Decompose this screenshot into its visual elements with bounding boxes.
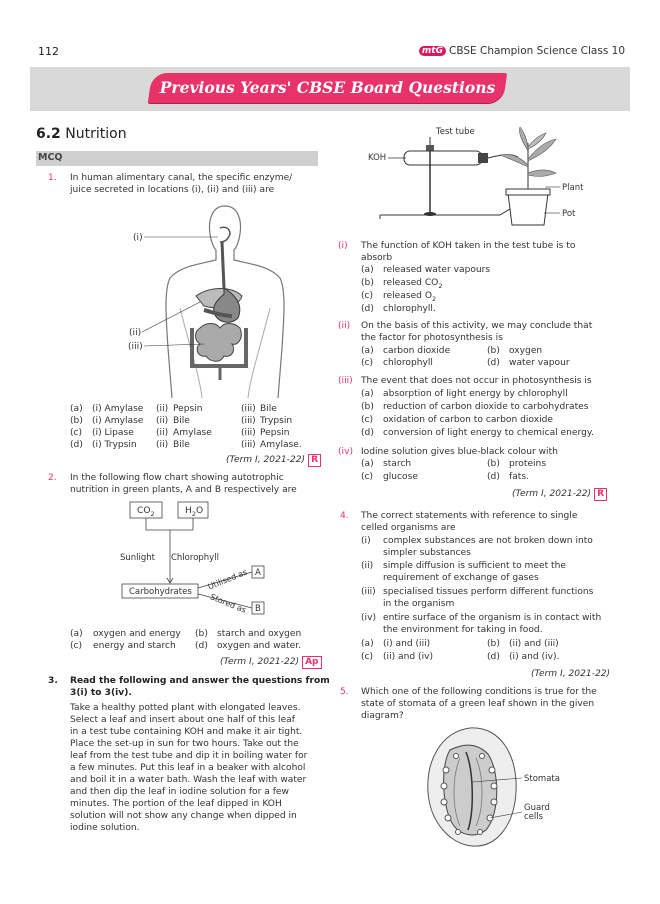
q3ii-opt-a: carbon dioxide xyxy=(383,346,451,356)
q4-s1-num: (i) xyxy=(361,536,371,546)
q3i-opt-c-text: released O xyxy=(383,291,432,301)
q3iv-opt-d: fats. xyxy=(509,472,529,482)
q3iv-opt-c-label: (c) xyxy=(361,472,374,482)
q2-term xyxy=(220,656,322,669)
q4-opt-d-label: (d) xyxy=(487,652,500,662)
q3iii-opt-c: oxidation of carbon to carbon dioxide xyxy=(383,415,553,425)
q4-opt-c-label: (c) xyxy=(361,652,374,662)
q1-row-c-iii-mark: (iii) xyxy=(241,428,256,438)
flow-carbohydrates: Carbohydrates xyxy=(129,587,192,597)
q2-line2: nutrition in green plants, A and B respectively are xyxy=(70,485,297,495)
q4-term: (Term I, 2021-22) xyxy=(531,669,611,679)
q1-row-b-ii-mark: (ii) xyxy=(156,416,169,426)
q1-line1: In human alimentary canal, the specific enzyme/ xyxy=(70,173,293,183)
fig-pot-label: Pot xyxy=(562,209,576,219)
q3iii-opt-a-label: (a) xyxy=(361,389,374,399)
fig-koh-label: KOH xyxy=(368,153,387,163)
q1-row-a-ii: Pepsin xyxy=(173,404,203,414)
q4-line1: The correct statements with reference to single xyxy=(361,511,578,521)
flow-a: A xyxy=(255,568,261,578)
q4-s3-line1: specialised tissues perform different functions xyxy=(383,587,594,597)
q3-para-5: leaf from the test tube and dip it in boiling water for xyxy=(70,751,308,761)
q2-badge: Ap xyxy=(302,656,321,669)
flow-chlorophyll: Chlorophyll xyxy=(171,553,219,563)
digestive-system-figure xyxy=(120,198,320,398)
q4-s3-line2: in the organism xyxy=(383,599,455,609)
q1-row-d-label: (d) xyxy=(70,440,83,450)
q2-line1: In the following flow chart showing autotrophic xyxy=(70,473,284,483)
q3iv-opt-b-label: (b) xyxy=(487,459,500,469)
q3ii-opt-d-label: (d) xyxy=(487,358,500,368)
q3iv-term xyxy=(512,488,607,501)
q4-s1-line1: complex substances are not broken down into xyxy=(383,536,593,546)
q1-term-text: (Term I, 2021-22) xyxy=(226,455,306,465)
q5-line2: state of stomata of a green leaf shown in the given xyxy=(361,699,595,709)
guard-cells-label-1: Guard xyxy=(524,803,550,813)
q3i-line2: absorb xyxy=(361,253,393,263)
q3i-opt-c-label: (c) xyxy=(361,291,374,301)
q3iii-opt-b-label: (b) xyxy=(361,402,374,412)
flow-co2-text: CO xyxy=(137,506,151,516)
q4-opt-a-label: (a) xyxy=(361,639,374,649)
q3ii-line2: the factor for photosynthesis is xyxy=(361,333,503,343)
q3ii-opt-c: chlorophyll xyxy=(383,358,433,368)
section-heading xyxy=(36,126,127,142)
mcq-band xyxy=(36,151,318,166)
q4-s4-line1: entire surface of the organism is in contact with xyxy=(383,613,602,623)
fig-label-i: (i) xyxy=(133,233,143,243)
q1-row-a-i: (i) Amylase xyxy=(92,404,144,414)
q3iii-number: (iii) xyxy=(338,376,353,386)
q3iv-opt-a-label: (a) xyxy=(361,459,374,469)
q3i-opt-d: chlorophyll. xyxy=(383,304,436,314)
q3-line2: 3(i) to 3(iv). xyxy=(70,688,132,698)
q1-row-d-ii: Bile xyxy=(173,440,190,450)
q3ii-opt-b-label: (b) xyxy=(487,346,500,356)
q1-badge: R xyxy=(308,454,321,467)
flow-h2o-sub: 2 xyxy=(191,509,196,518)
q3ii-opt-b: oxygen xyxy=(509,346,543,356)
q3-line1: Read the following and answer the questions from xyxy=(70,676,330,686)
q2-opt-c: energy and starch xyxy=(93,641,176,651)
q3iv-badge: R xyxy=(594,488,607,501)
q3ii-opt-c-label: (c) xyxy=(361,358,374,368)
flow-co2-sub: 2 xyxy=(150,509,155,518)
q3iv-number: (iv) xyxy=(338,447,354,457)
q2-opt-a-label: (a) xyxy=(70,629,83,639)
q4-s2-line1: simple diffusion is sufficient to meet the xyxy=(383,561,566,571)
q3iv-term-text: (Term I, 2021-22) xyxy=(512,489,592,499)
q3ii-number: (ii) xyxy=(338,321,351,331)
q3i-opt-a: released water vapours xyxy=(383,265,491,275)
fig-label-iii: (iii) xyxy=(128,342,143,352)
q2-opt-c-label: (c) xyxy=(70,641,83,651)
flow-h2o xyxy=(185,505,203,520)
q2-opt-b-label: (b) xyxy=(195,629,208,639)
q1-term xyxy=(226,454,321,467)
q3-para-3: in a test tube containing KOH and make it air tight. xyxy=(70,727,303,737)
q1-row-a-iii: Bile xyxy=(260,404,277,414)
guard-cells-label-2: cells xyxy=(524,812,544,822)
q1-row-a-ii-mark: (ii) xyxy=(156,404,169,414)
mcq-tag: MCQ xyxy=(38,152,63,163)
q1-number: 1. xyxy=(48,173,57,183)
q3-number: 3. xyxy=(48,676,58,686)
q3i-line1: The function of KOH taken in the test tube is to xyxy=(361,241,576,251)
q3iv-opt-a: starch xyxy=(383,459,412,469)
q3i-opt-a-label: (a) xyxy=(361,265,374,275)
q1-row-a-iii-mark: (iii) xyxy=(241,404,256,414)
q3-para-7: and boil it in a water bath. Wash the leaf with water xyxy=(70,775,307,785)
q3-para-10: solution will not show any change when dipped in xyxy=(70,811,297,821)
q1-row-c-i: (i) Lipase xyxy=(92,428,134,438)
section-title: Nutrition xyxy=(65,126,127,142)
q2-opt-b: starch and oxygen xyxy=(217,629,302,639)
q3iii-opt-d-label: (d) xyxy=(361,428,374,438)
q1-row-a-label: (a) xyxy=(70,404,83,414)
q1-row-c-label: (c) xyxy=(70,428,83,438)
q2-opt-d: oxygen and water. xyxy=(217,641,302,651)
fig-plant-label: Plant xyxy=(562,183,584,193)
q3iii-opt-a: absorption of light energy by chlorophyll xyxy=(383,389,568,399)
q3ii-opt-a-label: (a) xyxy=(361,346,374,356)
q3i-opt-b-label: (b) xyxy=(361,278,374,288)
q3iii-opt-c-label: (c) xyxy=(361,415,374,425)
q1-row-b-ii: Bile xyxy=(173,416,190,426)
q1-row-b-iii: Trypsin xyxy=(260,416,293,426)
q4-number: 4. xyxy=(340,511,349,521)
banner-title: Previous Years' CBSE Board Questions xyxy=(159,78,496,97)
q4-opt-a: (i) and (iii) xyxy=(383,639,431,649)
q3iii-opt-b: reduction of carbon dioxide to carbohydrates xyxy=(383,402,589,412)
q2-term-text: (Term I, 2021-22) xyxy=(220,657,300,667)
q3ii-opt-d: water vapour xyxy=(509,358,570,368)
flow-utilised-as: Utilised as xyxy=(206,567,249,592)
q3i-opt-b-sub: 2 xyxy=(438,281,443,290)
stomata-label: Stomata xyxy=(524,774,560,784)
q3iv-opt-b: proteins xyxy=(509,459,547,469)
q1-row-d-iii-mark: (iii) xyxy=(241,440,256,450)
q4-line2: celled organisms are xyxy=(361,523,456,533)
q3-para-1: Take a healthy potted plant with elongated leaves. xyxy=(70,703,301,713)
q1-row-d-iii: Amylase. xyxy=(260,440,302,450)
q5-line3: diagram? xyxy=(361,711,404,721)
stomata-figure xyxy=(410,722,600,850)
q1-row-c-ii: Amylase xyxy=(173,428,212,438)
q1-row-c-iii: Pepsin xyxy=(260,428,290,438)
q3-para-4: Place the set-up in sun for two hours. Take out the xyxy=(70,739,299,749)
flow-co2 xyxy=(137,505,155,520)
q3i-number: (i) xyxy=(338,241,348,251)
fig-test-tube-label: Test tube xyxy=(436,127,475,137)
q3i-opt-d-label: (d) xyxy=(361,304,374,314)
q4-s4-num: (iv) xyxy=(361,613,377,623)
q2-number: 2. xyxy=(48,473,57,483)
q4-s3-num: (iii) xyxy=(361,587,376,597)
q1-row-b-i: (i) Amylase xyxy=(92,416,144,426)
q4-opt-b: (ii) and (iii) xyxy=(509,639,559,649)
q1-line2: juice secreted in locations (i), (ii) and (iii) are xyxy=(70,185,275,195)
q5-number: 5. xyxy=(340,687,349,697)
q3iv-opt-c: glucose xyxy=(383,472,418,482)
q1-row-d-ii-mark: (ii) xyxy=(156,440,169,450)
flow-b: B xyxy=(255,604,261,614)
q1-row-b-iii-mark: (iii) xyxy=(241,416,256,426)
q3iv-opt-d-label: (d) xyxy=(487,472,500,482)
q4-s2-line2: requirement of exchange of gases xyxy=(383,573,539,583)
flow-h2o-h: H xyxy=(185,506,192,516)
q3iii-opt-d: conversion of light energy to chemical energy. xyxy=(383,428,594,438)
q4-s2-num: (ii) xyxy=(361,561,374,571)
q3-para-9: minutes. The portion of the leaf dipped in KOH xyxy=(70,799,282,809)
q1-row-d-i: (i) Trypsin xyxy=(92,440,137,450)
q3iv-line1: Iodine solution gives blue-black colour with xyxy=(361,447,558,457)
q3-para-11: iodine solution. xyxy=(70,823,140,833)
q3ii-line1: On the basis of this activity, we may conclude that xyxy=(361,321,593,331)
q4-opt-d: (i) and (iv). xyxy=(509,652,560,662)
q3-para-8: and then dip the leaf in iodine solution for a few xyxy=(70,787,289,797)
q3-para-2: Select a leaf and insert about one half of this leaf xyxy=(70,715,295,725)
q1-row-c-ii-mark: (ii) xyxy=(156,428,169,438)
flow-sunlight: Sunlight xyxy=(120,553,156,563)
q3i-opt-c-sub: 2 xyxy=(431,294,437,303)
fig-label-ii: (ii) xyxy=(129,328,142,338)
section-number: 6.2 xyxy=(36,126,61,142)
running-header xyxy=(419,45,625,57)
flow-stored-as: Stored as xyxy=(208,592,248,615)
q1-row-b-label: (b) xyxy=(70,416,83,426)
book-title: CBSE Champion Science Class 10 xyxy=(449,45,625,57)
flow-h2o-o: O xyxy=(195,506,204,516)
test-tube-plant-figure xyxy=(340,125,600,235)
q3iii-line1: The event that does not occur in photosynthesis is xyxy=(361,376,592,386)
q4-opt-c: (ii) and (iv) xyxy=(383,652,434,662)
q3-para-6: a few minutes. Put this leaf in a beaker with alcohol xyxy=(70,763,306,773)
q4-opt-b-label: (b) xyxy=(487,639,500,649)
q2-opt-a: oxygen and energy xyxy=(93,629,181,639)
q4-s1-line2: simpler substances xyxy=(383,548,471,558)
q2-opt-d-label: (d) xyxy=(195,641,208,651)
q5-line1: Which one of the following conditions is true for the xyxy=(361,687,597,697)
q3i-opt-b-text: released CO xyxy=(383,278,439,288)
page-number: 112 xyxy=(38,45,59,58)
q4-s4-line2: the environment for taking in food. xyxy=(383,625,543,635)
publisher-logo: mtG xyxy=(419,46,446,56)
